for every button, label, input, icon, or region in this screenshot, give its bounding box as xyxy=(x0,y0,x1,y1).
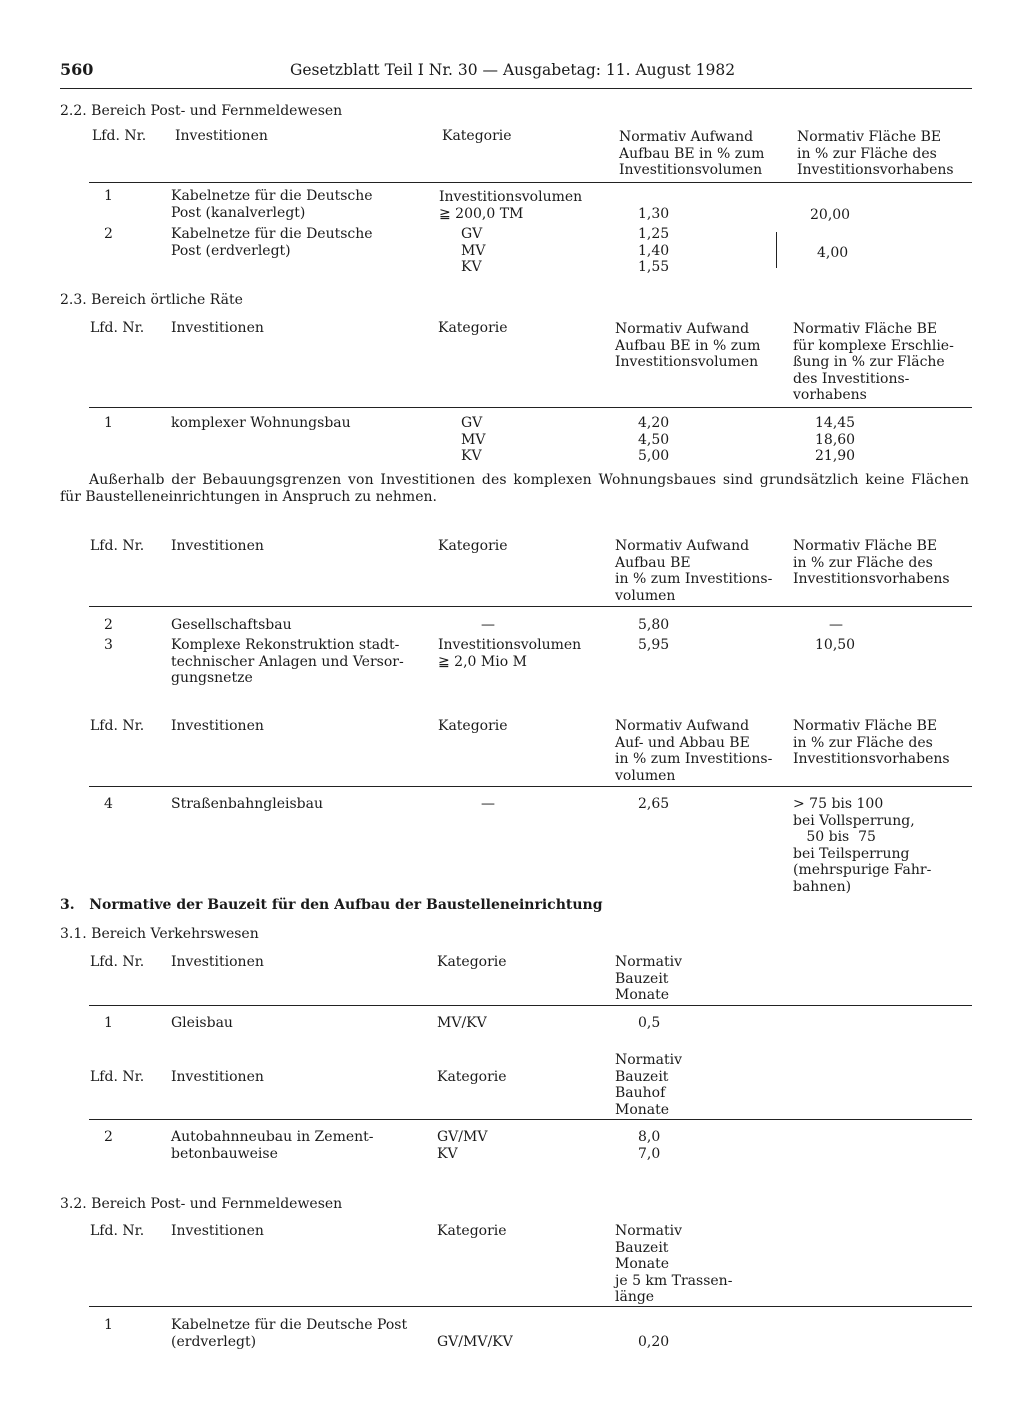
col-header-kategorie: Kategorie xyxy=(437,1069,507,1085)
page-title: Gesetzblatt Teil I Nr. 30 — Ausgabetag: 11. August 1982 xyxy=(290,61,736,79)
col-header-lfd-nr: Lfd. Nr. xyxy=(90,1223,145,1239)
row-kategorie: GV MV KV xyxy=(461,226,486,275)
col-header-lfd-nr: Lfd. Nr. xyxy=(92,128,147,144)
col-header-kategorie: Kategorie xyxy=(442,128,512,144)
note-paragraph-line-2: für Baustelleneinrichtungen in Anspruch zu nehmen. xyxy=(60,489,437,505)
row-nr: 2 xyxy=(104,1129,113,1145)
row-nr: 2 xyxy=(104,226,113,242)
table-rule xyxy=(89,1306,972,1307)
row-aufwand: 4,20 4,50 5,00 xyxy=(638,415,670,464)
section-heading-3: 3. Normative der Bauzeit für den Aufbau der Baustelleneinrichtung xyxy=(60,897,603,913)
row-nr: 1 xyxy=(104,1317,113,1333)
col-header-normativ-aufwand: Normativ Aufwand Aufbau BE in % zum Investitionsvolumen xyxy=(615,321,761,370)
row-investitionen: komplexer Wohnungsbau xyxy=(171,415,351,431)
section-heading-3-2: 3.2. Bereich Post- und Fernmeldewesen xyxy=(60,1196,343,1212)
col-header-investitionen: Investitionen xyxy=(171,320,264,336)
col-header-kategorie: Kategorie xyxy=(437,1223,507,1239)
row-investitionen: Kabelnetze für die Deutsche Post (erdverlegt) xyxy=(171,1317,408,1350)
row-investitionen: Autobahnneubau in Zement- betonbauweise xyxy=(171,1129,374,1162)
col-header-normativ-bauzeit: Normativ Bauzeit Monate je 5 km Trassen- länge xyxy=(615,1223,733,1305)
row-bauzeit: 8,0 7,0 xyxy=(638,1129,661,1162)
col-header-normativ-aufwand: Normativ Aufwand Aufbau BE in % zum Investitionsvolumen xyxy=(619,129,765,178)
row-flaeche: 14,45 18,60 21,90 xyxy=(815,415,856,464)
row-nr: 1 xyxy=(104,188,113,204)
col-header-lfd-nr: Lfd. Nr. xyxy=(90,538,145,554)
row-kategorie: MV/KV xyxy=(437,1015,487,1031)
col-header-lfd-nr: Lfd. Nr. xyxy=(90,320,145,336)
section-heading-3-1: 3.1. Bereich Verkehrswesen xyxy=(60,926,259,942)
row-flaeche: — xyxy=(829,617,843,633)
row-investitionen: Gleisbau xyxy=(171,1015,233,1031)
col-header-normativ-bauzeit: Normativ Bauzeit Bauhof Monate xyxy=(615,1052,683,1118)
col-header-lfd-nr: Lfd. Nr. xyxy=(90,718,145,734)
row-aufwand: 5,80 xyxy=(638,617,670,633)
row-bauzeit: 0,5 xyxy=(638,1015,661,1031)
col-header-kategorie: Kategorie xyxy=(438,718,508,734)
row-nr: 4 xyxy=(104,796,113,812)
col-header-kategorie: Kategorie xyxy=(438,538,508,554)
col-header-investitionen: Investitionen xyxy=(175,128,268,144)
row-flaeche: 4,00 xyxy=(817,245,849,261)
row-nr: 1 xyxy=(104,1015,113,1031)
col-header-normativ-flaeche: Normativ Fläche BE in % zur Fläche des Investitionsvorhabens xyxy=(797,129,954,178)
row-nr: 1 xyxy=(104,415,113,431)
col-header-kategorie: Kategorie xyxy=(437,954,507,970)
row-aufwand: 2,65 xyxy=(638,796,670,812)
row-investitionen: Gesellschaftsbau xyxy=(171,617,292,633)
col-header-investitionen: Investitionen xyxy=(171,718,264,734)
col-header-investitionen: Investitionen xyxy=(171,954,264,970)
col-header-normativ-aufwand: Normativ Aufwand Auf- und Abbau BE in % zum Investitions- volumen xyxy=(615,718,773,784)
row-kategorie: — xyxy=(481,617,495,633)
col-header-investitionen: Investitionen xyxy=(171,1069,264,1085)
col-header-normativ-flaeche: Normativ Fläche BE in % zur Fläche des Investitionsvorhabens xyxy=(793,538,950,587)
col-header-lfd-nr: Lfd. Nr. xyxy=(90,1069,145,1085)
row-kategorie: Investitionsvolumen ≧ 2,0 Mio M xyxy=(438,637,582,670)
row-kategorie: — xyxy=(481,796,495,812)
col-header-investitionen: Investitionen xyxy=(171,538,264,554)
row-kategorie: GV MV KV xyxy=(461,415,486,464)
row-bauzeit: 0,20 xyxy=(638,1334,670,1350)
table-rule xyxy=(89,606,972,607)
col-header-lfd-nr: Lfd. Nr. xyxy=(90,954,145,970)
section-heading-2-2: 2.2. Bereich Post- und Fernmeldewesen xyxy=(60,103,343,119)
row-aufwand: 1,25 1,40 1,55 xyxy=(638,226,670,275)
page-number: 560 xyxy=(60,60,94,79)
header-rule xyxy=(60,88,972,89)
col-header-normativ-flaeche: Normativ Fläche BE für komplexe Erschlie- ßung in % zur Fläche des Investitions- vorhabens xyxy=(793,321,954,403)
col-header-normativ-aufwand: Normativ Aufwand Aufbau BE in % zum Investitions- volumen xyxy=(615,538,773,604)
row-nr: 2 xyxy=(104,617,113,633)
row-flaeche: 10,50 xyxy=(815,637,856,653)
table-rule xyxy=(89,407,972,408)
row-investitionen: Kabelnetze für die Deutsche Post (kanalverlegt) xyxy=(171,188,373,221)
row-flaeche: 20,00 xyxy=(810,207,851,223)
table-rule xyxy=(89,786,972,787)
row-aufwand: 1,30 xyxy=(638,206,670,222)
table-rule xyxy=(89,1005,972,1006)
row-aufwand: 5,95 xyxy=(638,637,670,653)
row-investitionen: Straßenbahngleisbau xyxy=(171,796,323,812)
col-header-normativ-bauzeit: Normativ Bauzeit Monate xyxy=(615,954,683,1003)
row-investitionen: Komplexe Rekonstruktion stadt- technischer Anlagen und Versor- gungsnetze xyxy=(171,637,404,686)
table-rule xyxy=(89,1119,972,1120)
col-header-investitionen: Investitionen xyxy=(171,1223,264,1239)
row-kategorie: GV/MV/KV xyxy=(437,1334,513,1350)
col-header-kategorie: Kategorie xyxy=(438,320,508,336)
row-nr: 3 xyxy=(104,637,113,653)
row-kategorie: GV/MV KV xyxy=(437,1129,488,1162)
row-kategorie: Investitionsvolumen ≧ 200,0 TM xyxy=(439,189,583,222)
row-flaeche: > 75 bis 100 bei Vollsperrung, 50 bis 75 bei Teilsperrung (mehrspurige Fahr- bahnen) xyxy=(793,796,932,895)
table-rule xyxy=(89,182,972,183)
row-investitionen: Kabelnetze für die Deutsche Post (erdverlegt) xyxy=(171,226,373,259)
col-header-normativ-flaeche: Normativ Fläche BE in % zur Fläche des Investitionsvorhabens xyxy=(793,718,950,767)
note-paragraph-line-1: Außerhalb der Bebauungsgrenzen von Investitionen des komplexen Wohnungsbaues sind grundsätzlich keine Flächen xyxy=(89,472,969,488)
section-heading-2-3: 2.3. Bereich örtliche Räte xyxy=(60,292,243,308)
brace-bar xyxy=(776,232,777,268)
